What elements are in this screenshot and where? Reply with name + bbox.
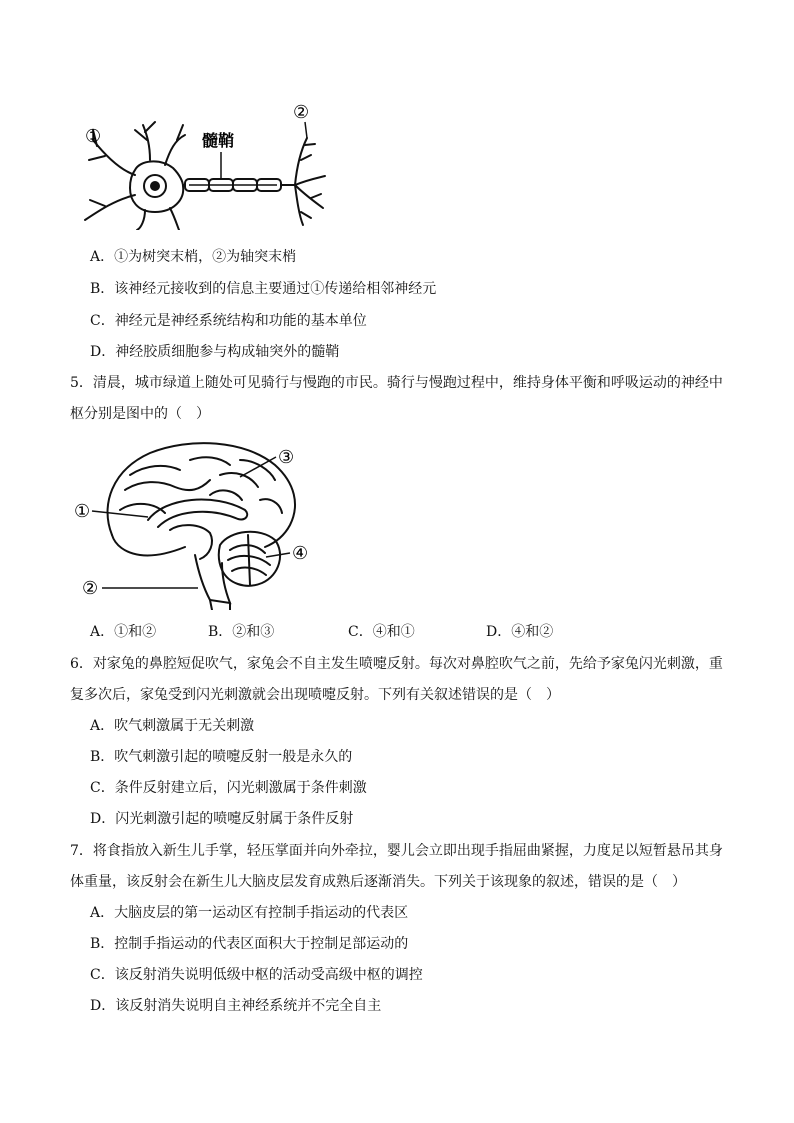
neuron-label-1: ① <box>85 126 102 147</box>
q5-option-a: A．①和② <box>90 624 157 640</box>
q4-option-c: C．神经元是神经系统结构和功能的基本单位 <box>90 313 367 329</box>
q7-option-a: A．大脑皮层的第一运动区有控制手指运动的代表区 <box>90 905 409 921</box>
q6-option-b: B．吹气刺激引起的喷嚏反射一般是永久的 <box>90 749 353 765</box>
q6-stem-line1: 6．对家兔的鼻腔短促吹气，家兔会不自主发生喷嚏反射。每次对鼻腔吹气之前，先给予家兔闪光刺激，重 <box>70 656 723 672</box>
brain-label-4: ④ <box>292 543 309 564</box>
q7-stem-line1: 7．将食指放入新生儿手掌，轻压掌面并向外牵拉，婴儿会立即出现手指屈曲紧握，力度足以短暂悬吊其身 <box>70 843 723 859</box>
brain-label-3: ③ <box>278 447 295 468</box>
q7-stem-line2: 体重量，该反射会在新生儿大脑皮层发育成熟后逐渐消失。下列关于该现象的叙述，错误的是（ ） <box>70 874 686 890</box>
q7-option-c: C．该反射消失说明低级中枢的活动受高级中枢的调控 <box>90 967 423 983</box>
q6-option-c: C．条件反射建立后，闪光刺激属于条件刺激 <box>90 780 367 796</box>
myelin-label: 髓鞘 <box>202 131 235 150</box>
q5-stem-line2: 枢分别是图中的（ ） <box>70 406 210 422</box>
neuron-label-2: ② <box>293 102 310 123</box>
neuron-figure <box>75 100 335 230</box>
q4-option-d: D．神经胶质细胞参与构成轴突外的髓鞘 <box>90 344 340 360</box>
q5-option-d: D．④和② <box>486 624 554 640</box>
q5-option-b: B．②和③ <box>208 624 275 640</box>
q6-option-d: D．闪光刺激引起的喷嚏反射属于条件反射 <box>90 811 354 827</box>
q7-option-d: D．该反射消失说明自主神经系统并不完全自主 <box>90 998 382 1014</box>
brain-label-2: ② <box>82 578 99 599</box>
q7-option-b: B．控制手指运动的代表区面积大于控制足部运动的 <box>90 936 409 952</box>
q5-stem-line1: 5．清晨，城市绿道上随处可见骑行与慢跑的市民。骑行与慢跑过程中，维持身体平衡和呼吸运动的神经中 <box>70 375 723 391</box>
q4-option-a: A．①为树突末梢，②为轴突末梢 <box>90 249 297 265</box>
brain-label-1: ① <box>74 501 91 522</box>
q6-option-a: A．吹气刺激属于无关刺激 <box>90 718 255 734</box>
q5-option-c: C．④和① <box>348 624 415 640</box>
brain-figure <box>70 435 330 610</box>
q6-stem-line2: 复多次后，家兔受到闪光刺激就会出现喷嚏反射。下列有关叙述错误的是（ ） <box>70 687 560 703</box>
q4-option-b: B．该神经元接收到的信息主要通过①传递给相邻神经元 <box>90 281 437 297</box>
